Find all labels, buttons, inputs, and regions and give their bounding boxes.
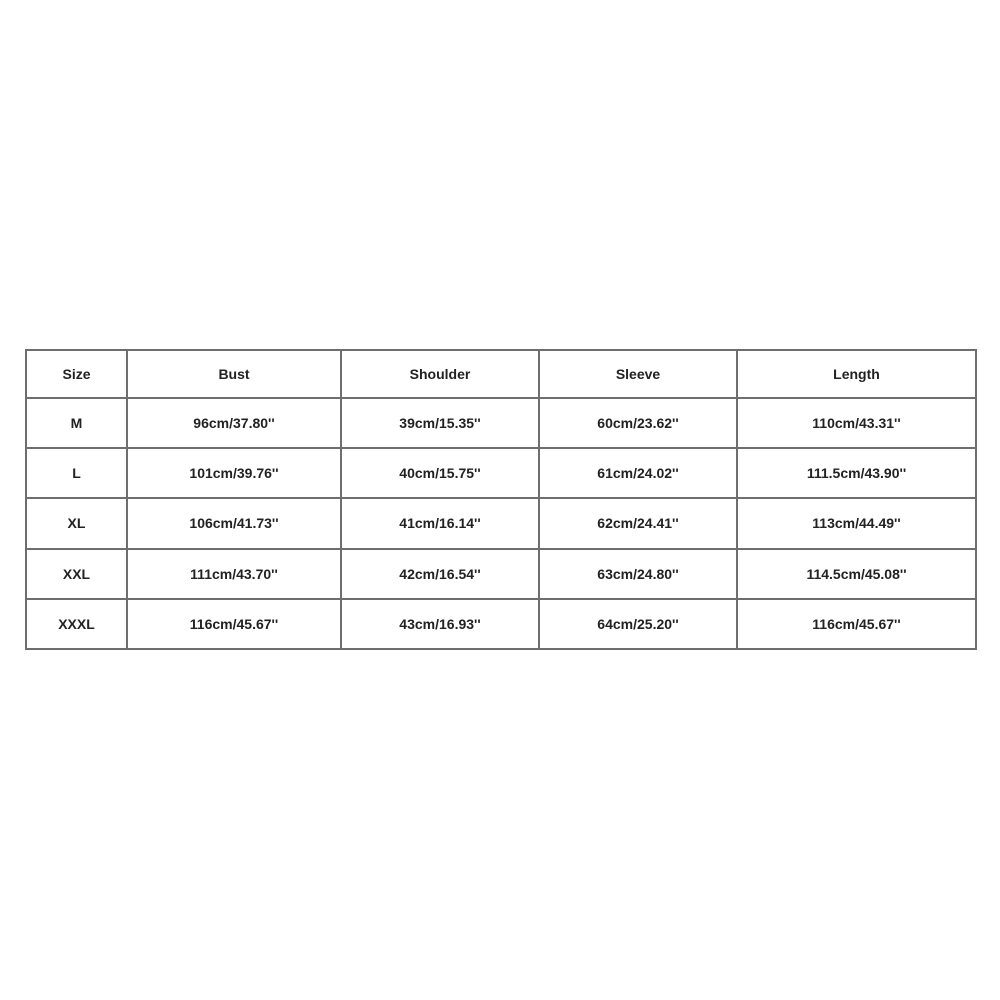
cell-size: XXXL xyxy=(26,599,127,649)
cell-bust: 101cm/39.76'' xyxy=(127,448,341,498)
cell-bust: 116cm/45.67'' xyxy=(127,599,341,649)
table-header xyxy=(26,350,976,398)
cell-shoulder: 41cm/16.14'' xyxy=(341,498,539,548)
header-row xyxy=(26,350,976,398)
cell-size: M xyxy=(26,398,127,448)
cell-bust: 111cm/43.70'' xyxy=(127,549,341,599)
cell-shoulder: 39cm/15.35'' xyxy=(341,398,539,448)
cell-length: 116cm/45.67'' xyxy=(737,599,976,649)
header-length: Length xyxy=(737,350,976,398)
cell-sleeve: 63cm/24.80'' xyxy=(539,549,737,599)
cell-length: 110cm/43.31'' xyxy=(737,398,976,448)
size-chart-table xyxy=(25,349,977,650)
cell-length: 114.5cm/45.08'' xyxy=(737,549,976,599)
cell-size: XL xyxy=(26,498,127,548)
cell-size: L xyxy=(26,448,127,498)
cell-shoulder: 40cm/15.75'' xyxy=(341,448,539,498)
cell-sleeve: 62cm/24.41'' xyxy=(539,498,737,548)
cell-sleeve: 64cm/25.20'' xyxy=(539,599,737,649)
header-bust: Bust xyxy=(127,350,341,398)
cell-sleeve: 60cm/23.62'' xyxy=(539,398,737,448)
table-row xyxy=(26,498,976,548)
table-row xyxy=(26,549,976,599)
header-size: Size xyxy=(26,350,127,398)
cell-shoulder: 42cm/16.54'' xyxy=(341,549,539,599)
cell-size: XXL xyxy=(26,549,127,599)
table-row xyxy=(26,398,976,448)
cell-shoulder: 43cm/16.93'' xyxy=(341,599,539,649)
table-row xyxy=(26,599,976,649)
cell-bust: 96cm/37.80'' xyxy=(127,398,341,448)
cell-bust: 106cm/41.73'' xyxy=(127,498,341,548)
table-body xyxy=(26,398,976,649)
cell-length: 111.5cm/43.90'' xyxy=(737,448,976,498)
header-sleeve: Sleeve xyxy=(539,350,737,398)
cell-sleeve: 61cm/24.02'' xyxy=(539,448,737,498)
table-row xyxy=(26,448,976,498)
cell-length: 113cm/44.49'' xyxy=(737,498,976,548)
header-shoulder: Shoulder xyxy=(341,350,539,398)
